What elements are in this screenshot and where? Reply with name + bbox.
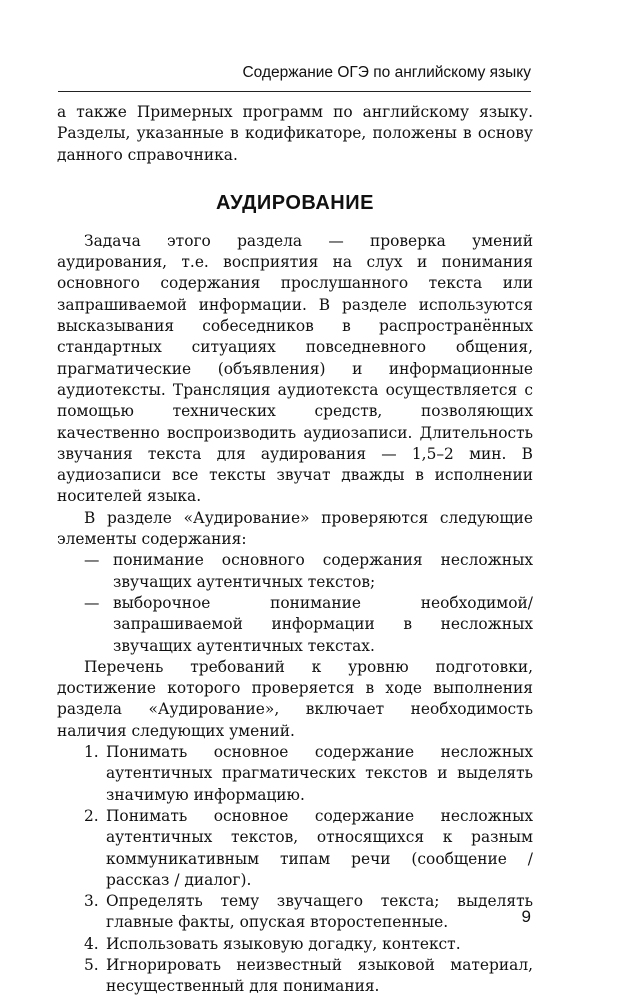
dash-list-item xyxy=(57,550,533,593)
numbered-list-item xyxy=(57,891,533,934)
item-text: Понимать основное содержание несложных аутентичных прагматических текстов и выделять значимую информацию. xyxy=(106,743,533,804)
page-body xyxy=(57,102,533,998)
item-number: 1. xyxy=(84,743,99,762)
page-number: 9 xyxy=(521,907,531,926)
section-paragraph-1: Задача этого раздела — проверка умений аудирования, т.е. восприятия на слух и понимания основного содержания прослушанного текста или запрашиваемой информации. В разделе используются высказывания собеседников в распространённых стандартных ситуациях повседневного общения, прагматические (объявления) и информационные аудиотексты. Трансляция аудиотекста осуществляется с помощью технических средств, позволяющих качественно воспроизводить аудиозаписи. Длительность звучания текста для аудирования — 1,5–2 мин. В аудиозаписи все тексты звучат дважды в исполнении носителей языка. xyxy=(57,231,533,506)
numbered-list-item xyxy=(57,934,533,955)
running-head: Содержание ОГЭ по английскому языку xyxy=(242,64,531,81)
section-paragraph-3: Перечень требований к уровню подготовки, достижение которого проверяется в ходе выполнения раздела «Аудирование», включает необходимость наличия следующих умений. xyxy=(57,657,533,740)
numbered-list-item xyxy=(57,806,533,891)
dash-bullet: — xyxy=(84,593,100,612)
numbered-list-item xyxy=(57,742,533,806)
item-number: 2. xyxy=(84,806,99,825)
item-number: 3. xyxy=(84,892,99,911)
numbered-list-item xyxy=(57,955,533,998)
item-text: Определять тему звучащего текста; выделять главные факты, опуская второстепенные. xyxy=(106,892,533,932)
dash-bullet: — xyxy=(84,551,100,570)
intro-paragraph: а также Примерных программ по английскому языку. Разделы, указанные в кодификаторе, положены в основу данного справочника. xyxy=(57,103,533,164)
item-text: Использовать языковую догадку, контекст. xyxy=(106,934,461,953)
dash-item-text: понимание основного содержания несложных звучащих аутентичных текстов; xyxy=(113,551,533,591)
dash-list-item xyxy=(57,593,533,657)
dash-item-text: выборочное понимание необходимой/ запрашиваемой информации в несложных звучащих аутентичных текстах. xyxy=(113,593,533,655)
item-number: 5. xyxy=(84,955,99,974)
header-rule xyxy=(58,91,531,92)
section-paragraph-2: В разделе «Аудирование» проверяются следующие элементы содержания: xyxy=(57,508,533,549)
item-number: 4. xyxy=(84,934,99,953)
section-title: АУДИРОВАНИЕ xyxy=(216,191,374,214)
item-text: Понимать основное содержание несложных аутентичных текстов, относящихся к разным коммуникативным типам речи (сообщение / рассказ / диалог). xyxy=(106,806,533,889)
item-text: Игнорировать неизвестный языковой материал, несущественный для понимания. xyxy=(106,955,533,996)
